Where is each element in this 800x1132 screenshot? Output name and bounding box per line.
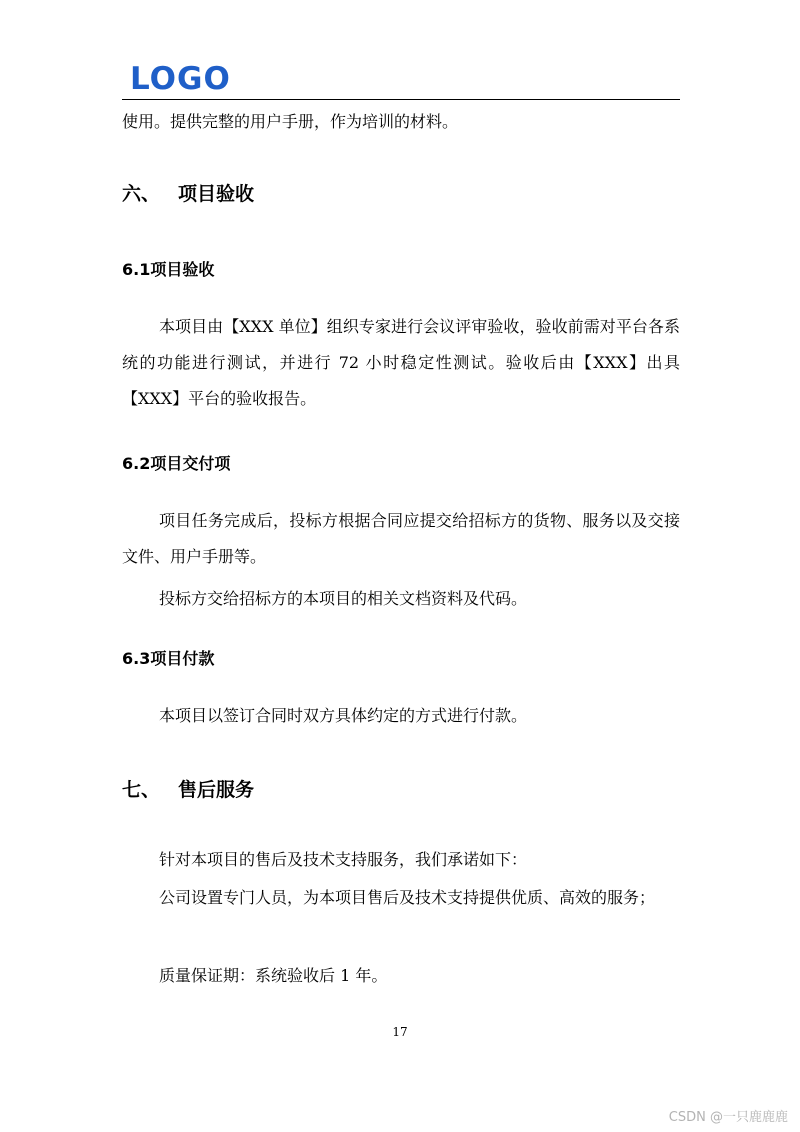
logo: LOGO <box>130 61 231 97</box>
section-7-paragraph-1: 针对本项目的售后及技术支持服务，我们承诺如下： <box>159 850 528 869</box>
subsection-6-2-heading: 6.2项目交付项 <box>122 454 231 473</box>
subsection-6-1-heading: 6.1项目验收 <box>122 260 215 279</box>
section-6-title: 项目验收 <box>178 183 255 205</box>
section-7-heading <box>122 778 254 802</box>
section-7-title: 售后服务 <box>178 779 255 801</box>
continued-paragraph: 使用。提供完整的用户手册，作为培训的材料。 <box>122 112 459 131</box>
header-divider <box>122 99 680 100</box>
page-number: 17 <box>392 1025 408 1039</box>
watermark: CSDN @一只鹿鹿鹿 <box>668 1110 788 1125</box>
section-7-paragraph-2: 公司设置专门人员，为本项目售后及技术支持提供优质、高效的服务； <box>159 888 656 907</box>
section-7-paragraph-3: 质量保证期：系统验收后 1 年。 <box>159 966 388 985</box>
subsection-6-2-paragraph-1: 项目任务完成后，投标方根据合同应提交给招标方的货物、服务以及交接文件、用户手册等。 <box>122 511 680 566</box>
section-6-heading <box>122 182 254 206</box>
section-7-number: 七、 <box>122 779 161 801</box>
subsection-6-3-heading: 6.3项目付款 <box>122 649 215 668</box>
subsection-6-2-paragraph-2: 投标方交给招标方的本项目的相关文档资料及代码。 <box>159 589 528 608</box>
subsection-6-3-paragraph: 本项目以签订合同时双方具体约定的方式进行付款。 <box>159 706 528 725</box>
subsection-6-1-paragraph: 本项目由【XXX 单位】组织专家进行会议评审验收，验收前需对平台各系统的功能进行测试，并进行 72 小时稳定性测试。验收后由【XXX】出具【XXX】平台的验收报告。 <box>122 317 680 408</box>
section-6-number: 六、 <box>122 183 161 205</box>
